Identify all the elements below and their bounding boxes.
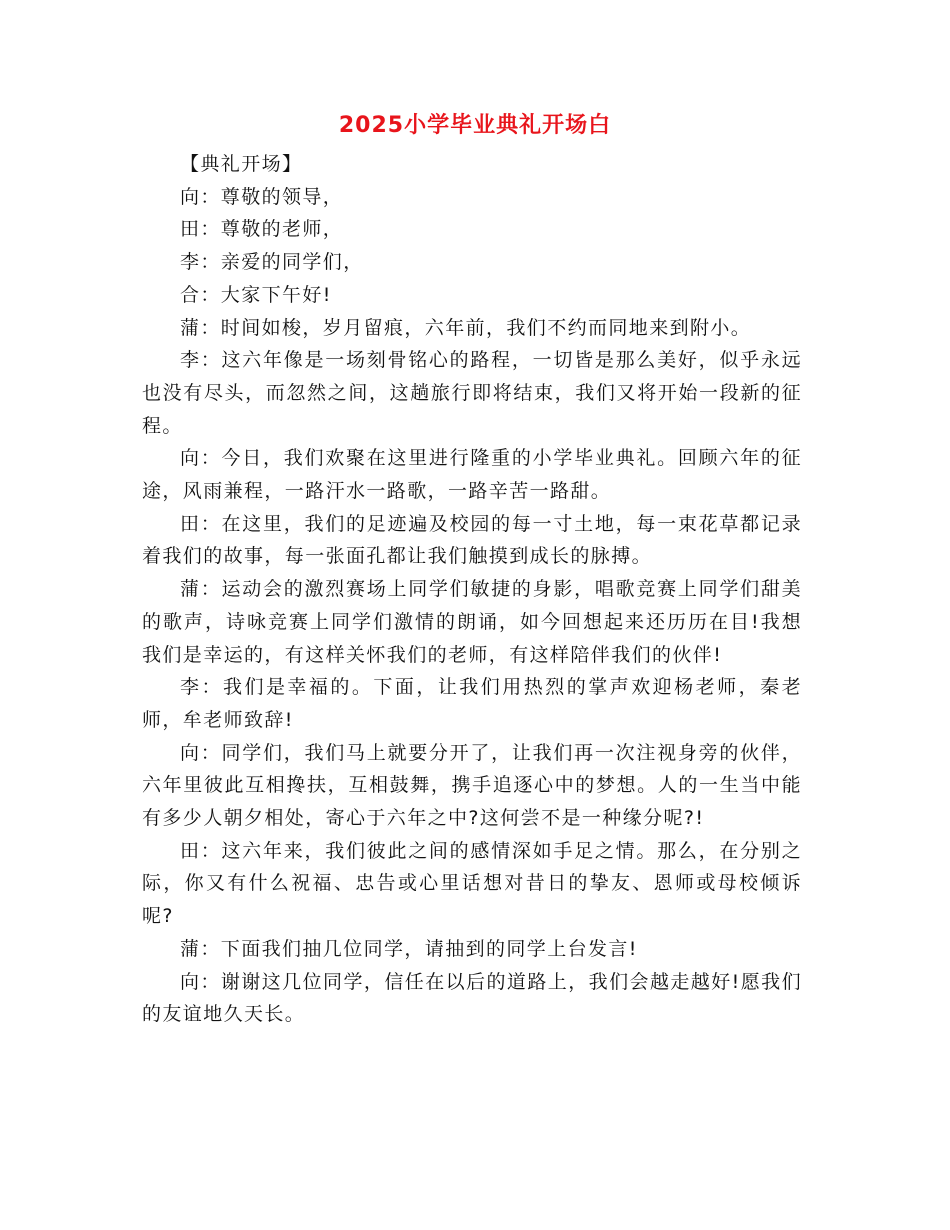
paragraph: 向：尊敬的领导，: [180, 185, 344, 208]
paragraph: 田：尊敬的老师，: [180, 218, 344, 241]
paragraph: 田：这六年来，我们彼此之间的感情深如手足之情。那么，在分别之际，你又有什么祝福、忠告或心里话想对昔日的挚友、恩师或母校倾诉呢?: [142, 839, 802, 928]
paragraph-opening-heading: 【典礼开场】: [180, 153, 303, 175]
document-title: 2025小学毕业典礼开场白: [338, 113, 612, 138]
paragraph: 李：亲爱的同学们，: [180, 251, 364, 274]
paragraph: 李：这六年像是一场刻骨铭心的路程，一切皆是那么美好，似乎永远也没有尽头，而忽然之间，这趟旅行即将结束，我们又将开始一段新的征程。: [142, 349, 802, 437]
paragraph: 向：谢谢这几位同学，信任在以后的道路上，我们会越走越好!愿我们的友谊地久天长。: [142, 970, 802, 1026]
paragraph: 蒲：时间如梭，岁月留痕，六年前，我们不约而同地来到附小。: [180, 316, 752, 339]
paragraph: 李：我们是幸福的。下面，让我们用热烈的掌声欢迎杨老师，秦老师，牟老师致辞!: [142, 676, 802, 731]
paragraph: 蒲：运动会的激烈赛场上同学们敏捷的身影，唱歌竞赛上同学们甜美的歌声，诗咏竞赛上同学们激情的朗诵，如今回想起来还历历在目!我想我们是幸运的，有这样关怀我们的老师，有这样陪伴我们的伙伴!: [142, 578, 802, 666]
paragraph: 向：同学们，我们马上就要分开了，让我们再一次注视身旁的伙伴，六年里彼此互相搀扶，互相鼓舞，携手追逐心中的梦想。人的一生当中能有多少人朝夕相处，寄心于六年之中?这何尝不是一种缘分呢?!: [142, 741, 802, 830]
paragraph: 向：今日，我们欢聚在这里进行隆重的小学毕业典礼。回顾六年的征途，风雨兼程，一路汗水一路歌，一路辛苦一路甜。: [142, 447, 802, 503]
paragraph: 蒲：下面我们抽几位同学，请抽到的同学上台发言!: [180, 937, 638, 960]
paragraph: 田：在这里，我们的足迹遍及校园的每一寸土地，每一束花草都记录着我们的故事，每一张面孔都让我们触摸到成长的脉搏。: [142, 512, 802, 568]
paragraph: 合：大家下午好!: [180, 283, 332, 306]
document-body: [142, 148, 802, 1031]
